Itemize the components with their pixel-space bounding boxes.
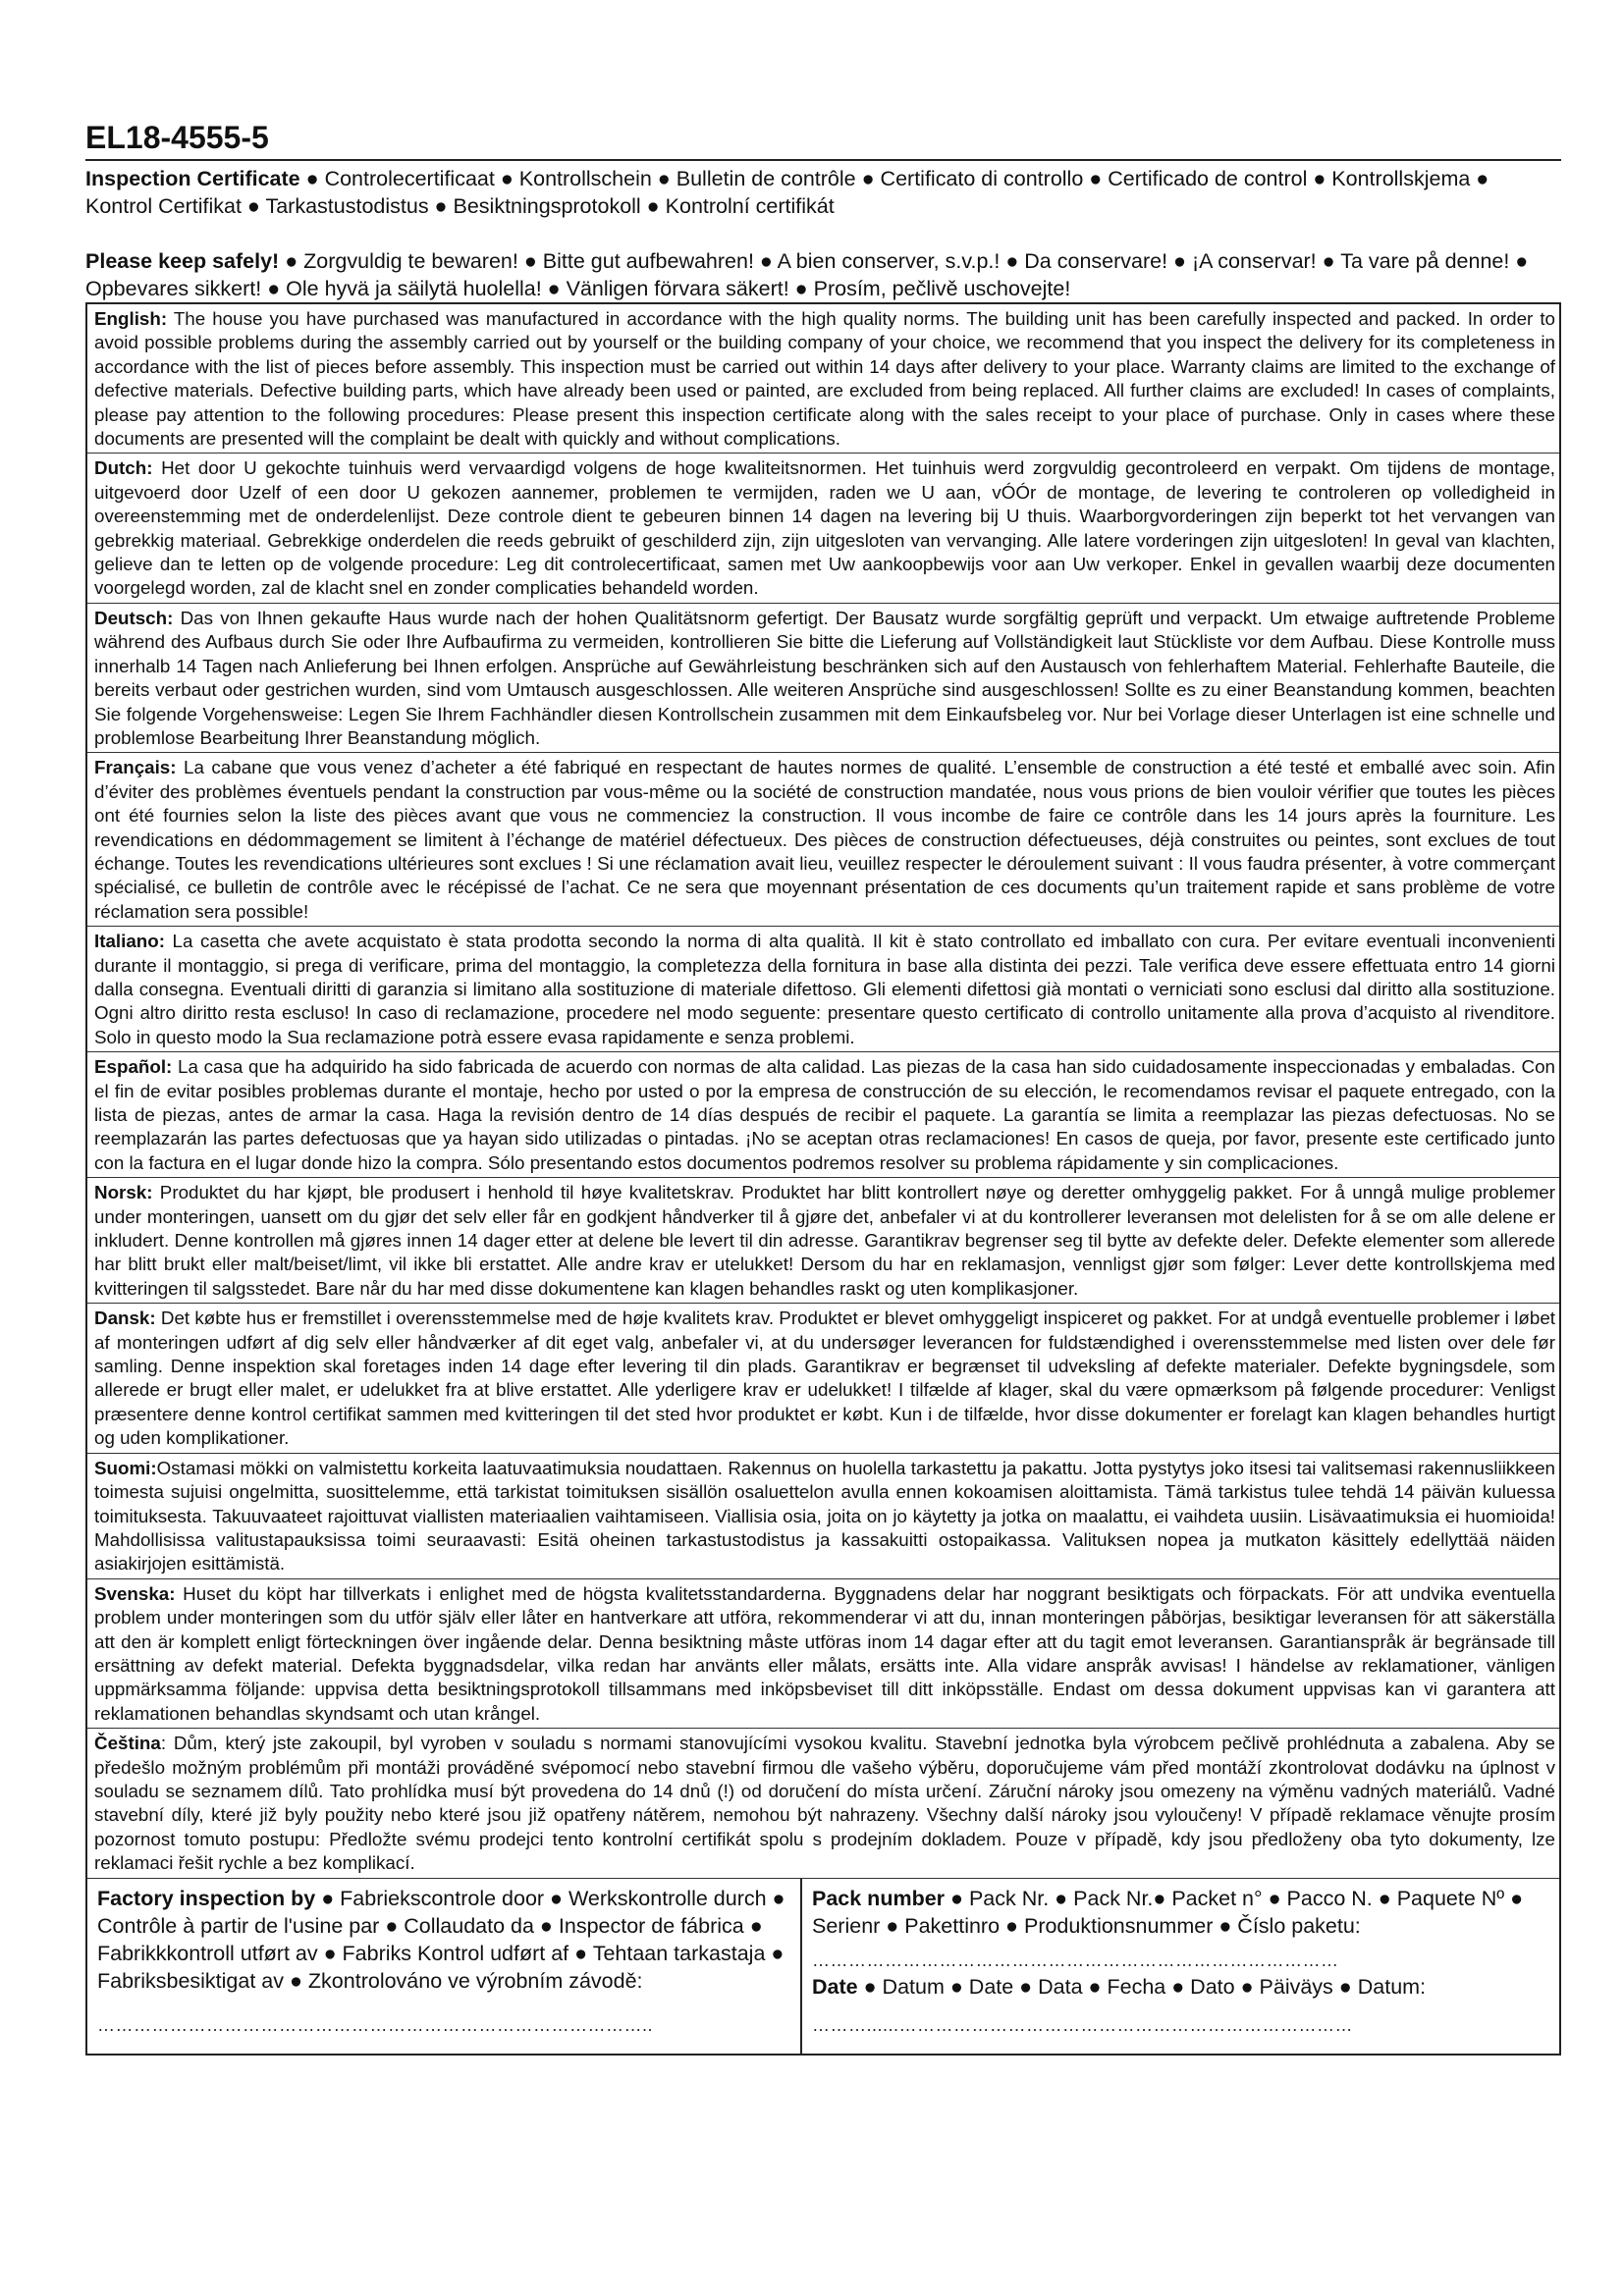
section-dutch xyxy=(87,454,1559,603)
lang-label: Norsk: xyxy=(94,1182,153,1203)
section-italiano xyxy=(87,927,1559,1052)
signature-area xyxy=(87,1879,1559,2054)
section-text: Ostamasi mökki on valmistettu korkeita laatuvaatimuksia noudattaen. Rakennus on huolella tarkastettu ja pakattu. Jotta pystytys joko itsesi tai valitsemasi rakennusliikkeen toimesta sujuisi ongelmitta, suosittelemme, että tarkistat toimituksen sisällön osaluettelon avulla ennen kokoamisen aloittamista. Tämä tarkistus tulee tehdä 14 päivän kuluessa toimituksesta. Takuuvaateet rajoittuvat viallisten materiaalien vaihtamiseen. Viallisia osia, joita on jo käytetty ja jotka on maalattu, ei vaihdeta uusiin. Lisävaatimuksia ei huomioida! Mahdollisissa valitustapauksissa toimi seuraavasti: Esitä oheinen tarkastustodistus ja kassakuitti ostopaikassa. Valituksen nopea ja mutkaton käsittely edellyttää näiden asiakirjojen esittämistä. xyxy=(94,1457,1555,1575)
lang-label: Svenska: xyxy=(94,1582,176,1604)
section-text: Produktet du har kjøpt, ble produsert i henhold til høye kvalitetskrav. Produktet har blitt kontrollert nøye og deretter omhyggelig pakket. For å unngå mulige problemer under monteringen, uansett om du gjør det selv eller får en godkjent håndverker til å gjøre det, anbefaler vi at du kontrollerer leveransen mot delelisten for å se om alle delene er inkludert. Denne kontrollen må gjøres innen 14 dager etter at delene ble levert til din adresse. Garantikrav begrenser seg til bytte av defekte deler. Defekte elementer som allerede har blitt brukt eller malt/beiset/limt, vil ikke bli erstattet. Alle andre krav er utelukket! Dersom du har en reklamasjon, vennligst gjør som følger: Lever dette kontrollskjema med kvitteringen til salgsstedet. Bare når du har med disse dokumentene kan klagen behandles raskt og uten komplikasjoner. xyxy=(94,1182,1555,1299)
factory-inspection-label xyxy=(97,1885,790,1995)
lang-label: Dansk: xyxy=(94,1308,156,1329)
section-english xyxy=(87,304,1559,454)
lang-label: Dutch: xyxy=(94,457,153,479)
section-text: Das von Ihnen gekaufte Haus wurde nach der hohen Qualitätsnorm gefertigt. Der Bausatz wurde sorgfältig geprüft und verpackt. Um etwaige auftretende Probleme während des Aufbaus durch Sie oder Ihre Aufbaufirma zu vermeiden, kontrollieren Sie bitte die Lieferung auf Vollständigkeit laut Stückliste vor dem Aufbau. Diese Kontrolle muss innerhalb 14 Tagen nach Anlieferung bei Ihnen erfolgen. Ansprüche auf Gewährleistung beschränken sich auf den Austausch von fehlerhaftem Material. Fehlerhafte Bauteile, die bereits verbaut oder gestrichen wurden, sind vom Umtausch ausgeschlossen. Alle weiteren Ansprüche sind ausgeschlossen! Sollte es zu einer Beanstandung kommen, beachten Sie folgende Vorgehensweise: Legen Sie Ihrem Fachhändler diesen Kontrollschein zusammen mit dem Einkaufsbeleg vor. Nur bei Vorlage dieser Unterlagen ist eine schnelle und problemlose Bearbeitung Ihrer Beanstandung möglich. xyxy=(94,607,1555,748)
lang-label: Français: xyxy=(94,757,177,778)
keep-safely-translations: ● Zorgvuldig te bewaren! ● Bitte gut aufbewahren! ● A bien conserver, s.v.p.! ● Da conservare! ● ¡A conservar! ● Ta vare på denne! ● Opbevares sikkert! ● Ole hyvä ja säilytä huolella! ● Vänligen förvara säkert! ● Prosím, pečlivě uschovejte! xyxy=(85,249,1529,300)
section-text: La cabane que vous venez d’acheter a été fabriqué en respectant de hautes normes de qualité. L’ensemble de construction a été testé et emballé avec soin. Afin d’éviter des problèmes éventuels pendant la construction par vous-même ou la société de construction mandatée, nous vous prions de bien vouloir vérifier que toutes les pièces ont été fournies selon la liste des pièces avant que vous ne commenciez la construction. Il vous incombe de faire ce contrôle dans les 14 jours après la fourniture. Les revendications en dédommagement se limitent à l’échange de matériel défectueux. Des pièces de construction défectueuses, déjà construites ou peintes, sont exclues de tout échange. Toutes les revendications ultérieures sont exclues ! Si une réclamation avait lieu, veuillez respecter le déroulement suivant : Il vous faudra présenter, à votre commerçant spécialisé, ce bulletin de contrôle avec le récépissé de l’achat. Ce ne sera que moyennant présentation de ces documents qu’un traitement rapide et sans problème de votre réclamation sera possible! xyxy=(94,757,1555,922)
section-text: The house you have purchased was manufactured in accordance with the high quality norms. The building unit has been carefully inspected and packed. In order to avoid possible problems during the assembly carried out by yourself or the building company of your choice, we recommend that you inspect the delivery for its completeness in accordance with the list of pieces before assembly. This inspection must be carried out within 14 days after delivery to your place. Warranty claims are limited to the exchange of defective materials. Defective building parts, which have already been used or painted, are excluded from being replaced. All further claims are excluded! In cases of complaints, please pay attention to the following procedures: Please present this inspection certificate along with the sales receipt to your place of purchase. Only in cases where these documents are presented will the complaint be dealt with quickly and without complications. xyxy=(94,308,1555,450)
lang-label: Suomi: xyxy=(94,1457,157,1478)
section-dansk xyxy=(87,1304,1559,1453)
pack-number-bold: Pack number xyxy=(812,1886,946,1910)
lang-label: Español: xyxy=(94,1056,173,1078)
pack-number-line[interactable]: …………………………………………………………………………… xyxy=(812,1949,1339,1970)
keep-safely-bold: Please keep safely! xyxy=(85,249,280,273)
section-suomi xyxy=(87,1454,1559,1579)
factory-inspection-cell xyxy=(87,1879,802,2054)
factory-inspection-translations: ● Fabriekscontrole door ● Werkskontrolle durch ● Contrôle à partir de l'usine par ● Collaudato da ● Inspector de fábrica ● Fabrikkkontroll utført av ● Fabriks Kontrol udført af ● Tehtaan tarkastaja ● Fabriksbesiktigat av ● Zkontrolováno ve výrobním závodě: xyxy=(97,1886,785,1993)
lang-label: English: xyxy=(94,308,168,329)
section-francais xyxy=(87,753,1559,927)
keep-safely-note xyxy=(85,247,1561,302)
certificate-title-bold: Inspection Certificate xyxy=(85,167,300,190)
section-norsk xyxy=(87,1178,1559,1304)
date-bold: Date xyxy=(812,1974,858,1999)
document-code: EL18-4555-5 xyxy=(85,120,269,155)
pack-number-label xyxy=(812,1885,1549,1940)
date-line[interactable]: ………......………………………………………………………………… xyxy=(812,2014,1354,2035)
section-text: Het door U gekochte tuinhuis werd vervaardigd volgens de hoge kwaliteitsnormen. Het tuinhuis werd zorgvuldig gecontroleerd en verpakt. Om tijdens de montage, uitgevoerd door Uzelf of een door U gekozen aannemer, problemen te vermijden, raden we U aan, vÓÓr de montage, de levering te controleren op volledigheid in overeenstemming met de onderdelenlijst. Deze controle dient te gebeuren binnen 14 dagen na levering bij U thuis. Waarborgvorderingen zijn beperkt tot het vervangen van gebrekkig materiaal. Gebrekkige onderdelen die reeds gebruikt of geschilderd zijn, zijn uitgesloten van vervanging. Alle latere vorderingen zijn uitgesloten! In geval van klachten, gelieve dan te letten op de volgende procedure: Leg dit controlecertificaat, samen met Uw aankoopbewijs voor aan Uw verkoper. Enkel in gevallen waarbij deze documenten voorgelegd worden, zal de klacht snel en zonder complicaties behandeld worden. xyxy=(94,457,1555,599)
factory-inspection-bold: Factory inspection by xyxy=(97,1886,316,1910)
section-text: : Dům, který jste zakoupil, byl vyroben v souladu s normami stanovujícími vysokou kvalitu. Stavební jednotka byla výrobcem pečlivě prohlédnuta a zabalena. Aby se předešlo možným problémům při montáži prováděné svépomocí nebo stavební firmou dle vašeho výběru, doporučujeme vám před montáží zkontrolovat dodávku na úplnost v souladu se seznamem dílů. Tato prohlídka musí být provedena do 14 dnů (!) od doručení do místa určení. Záruční nároky jsou omezeny na výměnu vadných materiálů. Vadné stavební díly, které již byly použity nebo které jsou již opatřeny nátěrem, nemohou být nahrazeny. Všechny další nároky jsou vyloučeny! V případě reklamace věnujte prosím pozornost tomuto postupu: Předložte svému prodejci tento kontrolní certifikát spolu s prodejním dokladem. Pouze v případě, kdy jsou předloženy oba tyto dokumenty, lze reklamaci řešit rychle a bez komplikací. xyxy=(94,1733,1555,1874)
section-text: La casa que ha adquirido ha sido fabricada de acuerdo con normas de alta calidad. Las piezas de la casa han sido cuidadosamente inspeccionadas y embaladas. Con el fin de evitar posibles problemas durante el montaje, hecho por usted o por la empresa de construcción de su elección, le recomendamos revisar el paquete entregado, con la lista de piezas, antes de armar la casa. Haga la revisión dentro de 14 días después de recibir el paquete. La garantía se limita a reemplazar las piezas defectuosas. No se reemplazarán las partes defectuosas que ya hayan sido utilizadas o pintadas. ¡No se aceptan otras reclamaciones! En casos de queja, por favor, presente este certificado junto con la factura en el lugar donde hizo la compra. Sólo presentando estos documentos podremos resolver su problema rápidamente y sin complicaciones. xyxy=(94,1056,1555,1173)
lang-label: Čeština xyxy=(94,1733,161,1754)
section-deutsch xyxy=(87,604,1559,753)
section-text: La casetta che avete acquistato è stata prodotta secondo la norma di alta qualità. Il kit è stato controllato ed imballato con cura. Per evitare eventuali inconvenienti durante il montaggio, si prega di verificare, prima del montaggio, la completezza della fornitura in base alla distinta dei pezzi. Tale verifica deve essere effettuata entro 14 giorni dalla consegna. Eventuali diritti di garanzia si limitano alla sostituzione di materiale difettoso. Gli elementi difettosi già montati o verniciati sono esclusi dal diritto alla sostituzione. Ogni altro diritto resta escluso! In caso di reclamazione, procedere nel modo seguente: presentare questo certificato di controllo unitamente alla prova d’acquisto al rivenditore. Solo in questo modo la Sua reclamazione potrà essere evasa rapidamente e senza problemi. xyxy=(94,931,1555,1047)
section-espanol xyxy=(87,1052,1559,1178)
pack-number-translations: ● Pack Nr. ● Pack Nr.● Packet n° ● Pacco N. ● Paquete Nº ● Serienr ● Pakettinro ● Produktionsnummer ● Číslo paketu: xyxy=(812,1886,1524,1938)
certificate-page xyxy=(85,118,1561,2035)
lang-label: Deutsch: xyxy=(94,607,174,628)
date-translations: ● Datum ● Date ● Data ● Fecha ● Dato ● Päiväys ● Datum: xyxy=(857,1974,1427,1999)
header-rule xyxy=(85,159,1561,161)
date-label xyxy=(812,1973,1549,2001)
pack-date-cell xyxy=(802,1879,1559,2054)
section-text: Huset du köpt har tillverkats i enlighet med de högsta kvalitetsstandarderna. Byggnadens delar har noggrant besiktigats och förpackats. För att undvika eventuella problem under monteringen som du utför själv eller låter en hantverkare att utföra, rekommenderar vi att du, innan monteringen påbörjas, besiktigar leveransen för att säkerställa att den är komplett enligt förteckningen över ingående delar. Denna besiktning måste utföras inom 14 dagar efter att du tagit emot leveransen. Garantianspråk är begränsade till ersättning av defekt material. Defekta byggnadsdelar, vilka redan har använts eller målats, ersätts inte. Alla vidare anspråk avvisas! I händelse av reklamationer, vänligen uppmärksamma följande: uppvisa detta besiktningsprotokoll tillsammans med inköpsbeviset till ditt inköpsställe. Endast om dessa dokument uppvisas kan vi garantera att reklamationen behandlas skyndsamt och utan krångel. xyxy=(94,1582,1555,1724)
section-cestina xyxy=(87,1729,1559,1878)
lang-label: Italiano: xyxy=(94,931,165,952)
section-text: Det købte hus er fremstillet i overensstemmelse med de høje kvalitets krav. Produktet er blevet omhyggeligt inspiceret og pakket. For at undgå eventuelle problemer i løbet af monteringen udført af dig selv eller håndværker af dit eget valg, anbefaler vi, at du undersøger leverancen for fuldstændighed i overensstemmelse med listen over dele før samling. Denne inspektion skal foretages inden 14 dage efter levering til din plads. Garantikrav er begrænset til udveksling af defekte materialer. Defekte bygningsdele, som allerede er brugt eller malet, er udelukket fra at blive erstattet. Alle yderligere krav er udelukket! I tilfælde af klager, skal du være opmærksom på følgende procedurer: Venligst præsentere denne kontrol certifikat sammen med kvitteringen til det sted hvor produktet er købt. Kun i de tilfælde, hvor disse dokumenter er forelagt kan klagen behandles hurtigt og uden komplikationer. xyxy=(94,1308,1555,1449)
certificate-title xyxy=(85,165,1561,220)
certificate-title-translations: ● Controlecertificaat ● Kontrollschein ● Bulletin de contrôle ● Certificato di controllo ● Certificado de control ● Kontrollskjema ● Kontrol Certifikat ● Tarkastustodistus ● Besiktningsprotokoll ● Kontrolní certifikát xyxy=(85,167,1489,218)
factory-inspection-signature-line[interactable]: ……………………………………………………………………………….. xyxy=(97,2014,654,2035)
language-sections-box xyxy=(85,302,1561,2056)
section-svenska xyxy=(87,1579,1559,1729)
